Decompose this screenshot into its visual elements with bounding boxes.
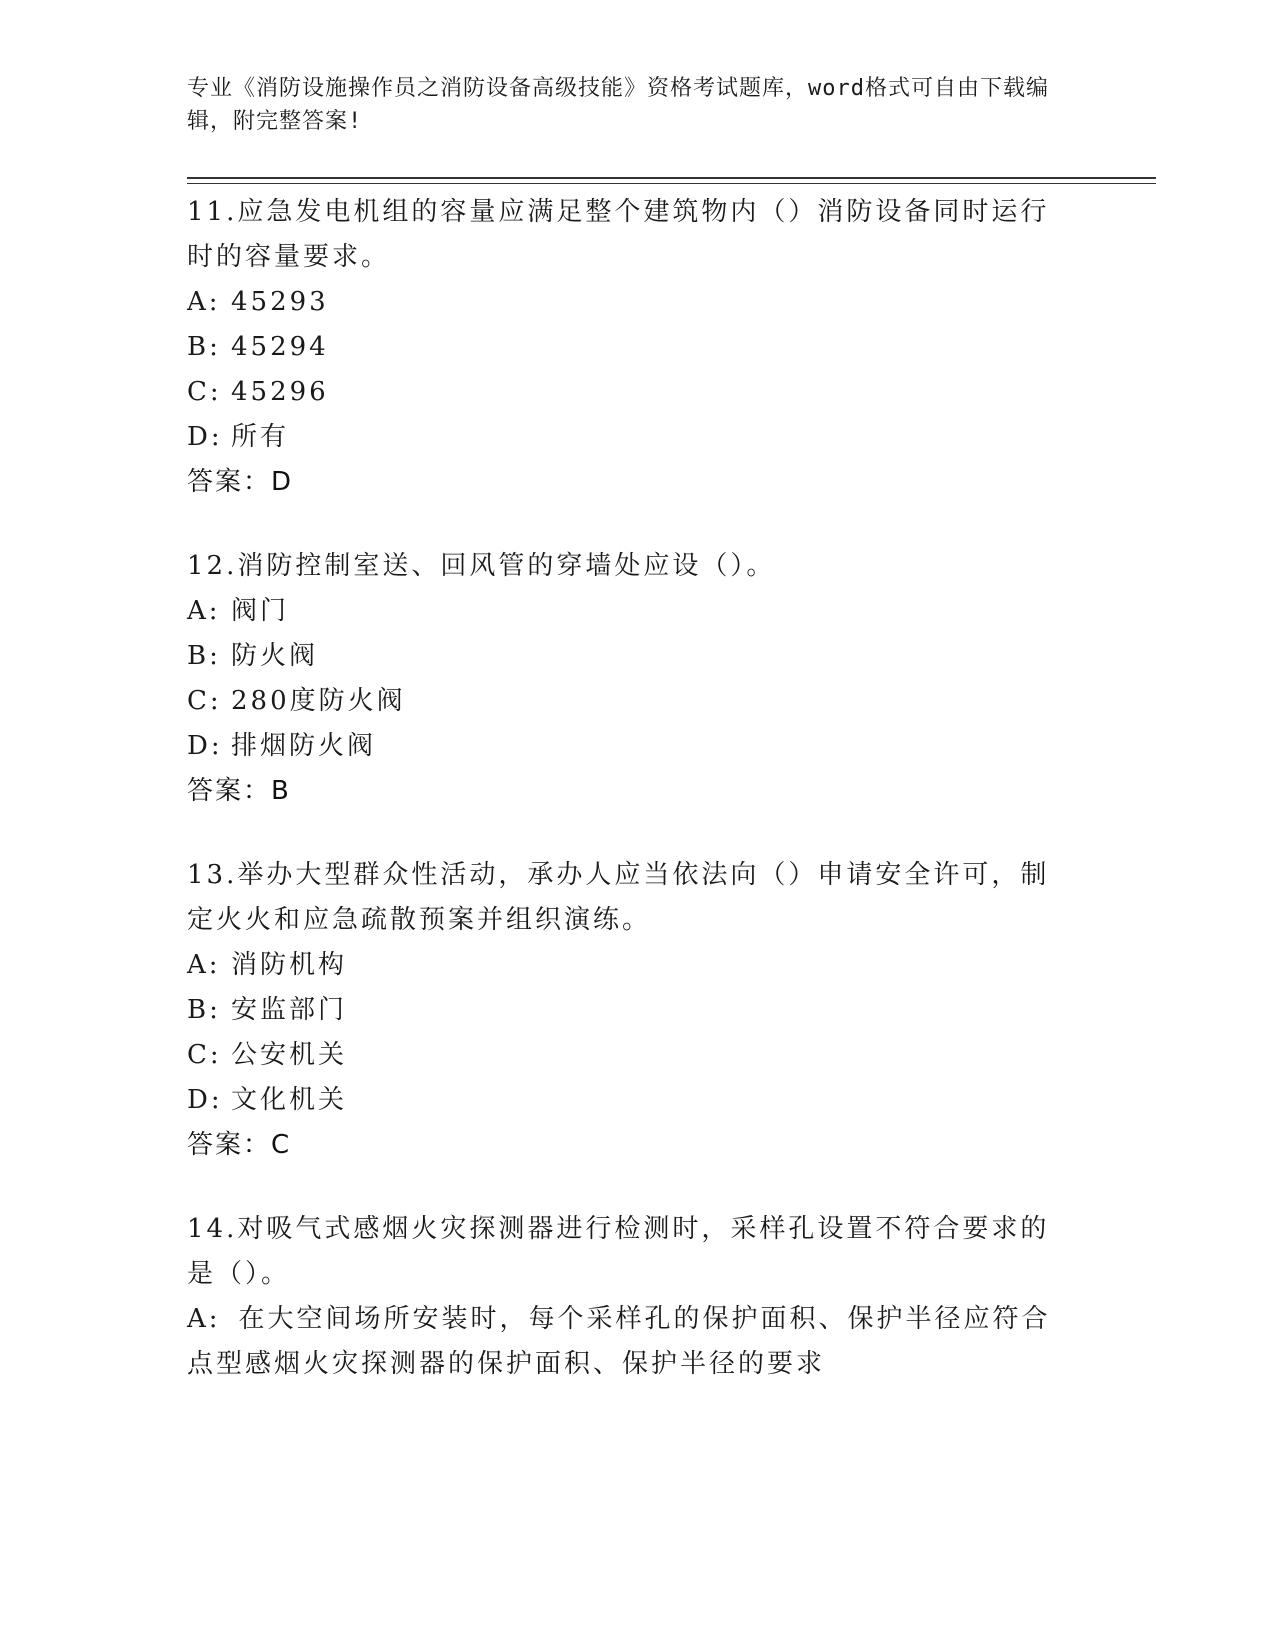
document-header: 专业《消防设施操作员之消防设备高级技能》资格考试题库，word格式可自由下载编辑，附完整答案! <box>187 76 1049 134</box>
option-b <box>187 325 1077 370</box>
option-c <box>187 370 1077 415</box>
question-13 <box>187 853 1077 1168</box>
option-label: D: <box>187 422 223 452</box>
option-d <box>187 724 1077 769</box>
question-stem: 12.消防控制室送、回风管的穿墙处应设（）。 <box>187 551 776 581</box>
header-divider-thick <box>187 177 1156 179</box>
option-label: C: <box>187 686 222 716</box>
option-c <box>187 679 1077 724</box>
question-list <box>187 190 1077 1387</box>
option-text: 安监部门 <box>231 995 348 1025</box>
option-text: 阀门 <box>231 596 290 626</box>
question-11 <box>187 190 1077 505</box>
option-text: 消防机构 <box>231 950 348 980</box>
question-12 <box>187 544 1077 814</box>
option-label: B: <box>187 641 221 671</box>
option-label: A: <box>187 950 221 980</box>
question-14 <box>187 1207 1077 1387</box>
option-label: A: <box>187 1304 221 1334</box>
option-a <box>187 943 1077 988</box>
option-label: A: <box>187 287 221 317</box>
option-d <box>187 415 1077 460</box>
option-a <box>187 280 1077 325</box>
option-label: C: <box>187 377 222 407</box>
option-label: C: <box>187 1040 222 1070</box>
option-d <box>187 1078 1077 1123</box>
option-label: D: <box>187 731 223 761</box>
answer-line: 答案：D <box>187 467 294 497</box>
option-text: 文化机关 <box>231 1085 348 1115</box>
option-text: 排烟防火阀 <box>231 731 377 761</box>
header-divider-thin <box>187 183 1156 184</box>
answer-line: 答案：C <box>187 1130 292 1160</box>
option-text: 280度防火阀 <box>231 686 406 716</box>
option-text: 45293 <box>231 287 329 317</box>
option-label: B: <box>187 995 221 1025</box>
question-stem: 13.举办大型群众性活动，承办人应当依法向（）申请安全许可，制定火火和应急疏散预案并组织演练。 <box>187 860 1050 935</box>
option-b <box>187 988 1077 1033</box>
option-a <box>187 589 1077 634</box>
option-text: 45296 <box>231 377 329 407</box>
question-stem: 14.对吸气式感烟火灾探测器进行检测时，采样孔设置不符合要求的是（）。 <box>187 1214 1050 1289</box>
option-label: B: <box>187 332 221 362</box>
option-text: 防火阀 <box>231 641 319 671</box>
question-stem: 11.应急发电机组的容量应满足整个建筑物内（）消防设备同时运行时的容量要求。 <box>187 197 1050 272</box>
option-text: 公安机关 <box>231 1040 348 1070</box>
option-label: D: <box>187 1085 223 1115</box>
option-c <box>187 1033 1077 1078</box>
option-label: A: <box>187 596 221 626</box>
option-text: 所有 <box>231 422 290 452</box>
option-text: 在大空间场所安装时，每个采样孔的保护面积、保护半径应符合点型感烟火灾探测器的保护面积、保护半径的要求 <box>187 1304 1051 1379</box>
option-text: 45294 <box>231 332 329 362</box>
answer-line: 答案：B <box>187 776 291 806</box>
option-b <box>187 634 1077 679</box>
option-a <box>187 1297 1077 1387</box>
